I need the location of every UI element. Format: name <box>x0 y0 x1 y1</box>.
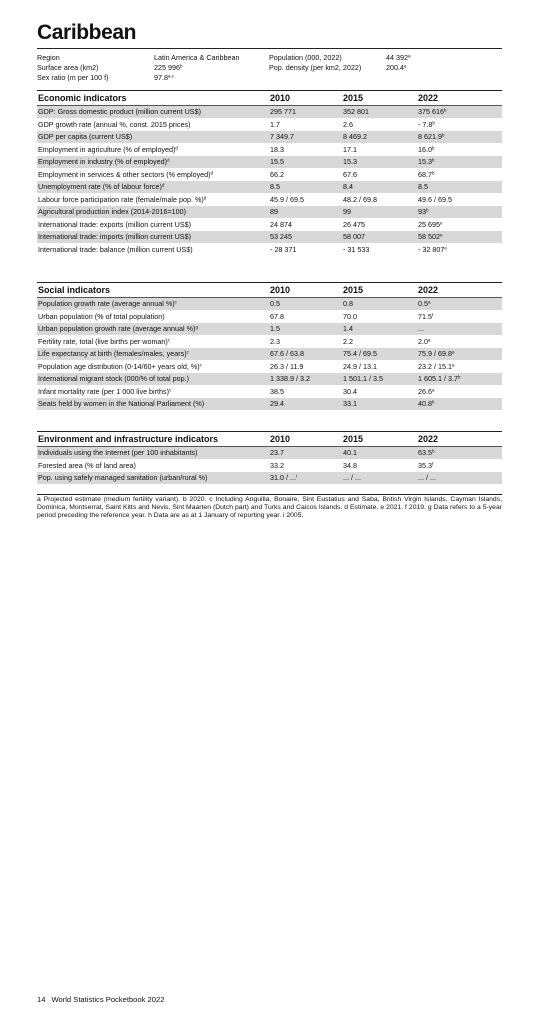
value-col-2 <box>343 219 365 231</box>
indicator-label <box>38 144 178 156</box>
value-col-3-note: a <box>432 387 435 392</box>
table-row <box>37 460 502 473</box>
table-row <box>37 361 502 374</box>
value-col-3-note: a <box>428 337 431 342</box>
value-col-1 <box>270 386 284 398</box>
page-title: Caribbean <box>37 21 137 44</box>
table-row <box>37 244 502 257</box>
value-col-3-note: f <box>432 312 434 317</box>
value-col-1-text: 1.5 <box>270 324 280 333</box>
indicator-label-text: Individuals using the Internet (per 100 inhabitants) <box>38 448 198 457</box>
indicator-label <box>38 244 193 256</box>
density-number: 200.4 <box>386 63 404 72</box>
value-col-3-note: e <box>444 245 447 250</box>
indicator-label <box>38 194 206 206</box>
value-col-2-text: 48.2 / 69.8 <box>343 194 377 204</box>
indicator-label-text: Life expectancy at birth (females/males, years) <box>38 349 187 358</box>
section-heading: Social indicators <box>38 285 111 295</box>
value-col-1-text: 66.2 <box>270 169 284 179</box>
surface-value <box>154 63 183 73</box>
table-row <box>37 348 502 361</box>
value-col-3-text: 23.2 / 15.1 <box>418 361 452 371</box>
value-col-2-text: 75.4 / 69.5 <box>343 349 377 358</box>
value-col-1 <box>270 311 284 323</box>
header-info <box>37 53 502 83</box>
value-col-3 <box>418 169 435 181</box>
value-col-2-text: 34.8 <box>343 460 357 470</box>
page-number: 14 <box>37 995 46 1004</box>
value-col-2 <box>343 144 357 156</box>
year-header: 2015 <box>343 285 364 295</box>
indicator-label <box>38 348 189 360</box>
value-col-2-text: ... / ... <box>343 473 361 482</box>
year-header: 2015 <box>343 434 364 444</box>
value-col-1-text: 23.7 <box>270 448 284 457</box>
indicator-label-note: d <box>210 170 214 175</box>
indicator-label-text: Seats held by women in the National Parliament (%) <box>38 399 205 408</box>
value-col-1-text: 18.3 <box>270 144 284 154</box>
value-col-2 <box>343 336 353 348</box>
value-col-2-text: 17.1 <box>343 144 357 154</box>
value-col-3-note: a <box>428 299 431 305</box>
value-col-2-text: 40.1 <box>343 448 357 457</box>
table-row <box>37 131 502 144</box>
value-col-3 <box>418 386 435 398</box>
indicator-label <box>38 298 177 310</box>
value-col-1-text: 38.5 <box>270 386 284 396</box>
table-row <box>37 311 502 324</box>
value-col-3-text: 0.5 <box>418 299 428 308</box>
value-col-2 <box>343 119 353 131</box>
population-note: a <box>407 53 411 59</box>
header-row <box>37 73 502 83</box>
value-col-3-text: 375 616 <box>418 107 444 116</box>
indicator-label <box>38 219 191 231</box>
value-col-1 <box>270 181 280 193</box>
table-row <box>37 373 502 386</box>
indicator-label-note: d <box>175 145 178 150</box>
value-col-3-text: 8 621.9 <box>418 132 442 141</box>
value-col-3-text: 58 502 <box>418 232 440 241</box>
indicator-label-note: g <box>195 324 198 330</box>
value-col-2 <box>343 386 357 398</box>
value-col-2-text: 67.6 <box>343 169 357 179</box>
indicator-label-text: Urban population (% of total population) <box>38 311 165 321</box>
region-value: Latin America & Caribbean <box>154 53 240 62</box>
table-row <box>37 219 502 232</box>
year-header: 2022 <box>418 285 439 295</box>
population-number: 44 392 <box>386 53 408 62</box>
indicator-label <box>38 336 170 348</box>
value-col-3 <box>418 194 452 206</box>
indicator-label <box>38 447 197 459</box>
section-heading-row <box>37 90 502 106</box>
value-col-1-text: 1 338.9 / 3.2 <box>270 374 310 383</box>
value-col-2-text: 15.3 <box>343 157 357 166</box>
value-col-3-note: b <box>457 374 461 380</box>
sexratio-label: Sex ratio (m per 100 f) <box>37 73 109 82</box>
table-row <box>37 231 502 244</box>
indicator-label-text: GDP per capita (current US$) <box>38 132 133 141</box>
table-row <box>37 298 502 311</box>
value-col-3-note: b <box>432 145 435 150</box>
value-col-3-text: 75.9 / 69.8 <box>418 349 452 358</box>
value-col-2 <box>343 169 357 181</box>
indicator-label-text: Employment in services & other sectors (% employed) <box>38 169 211 179</box>
value-col-3-text: 35.3 <box>418 460 432 470</box>
sexratio-number: 97.8 <box>154 73 168 82</box>
value-col-3-text: 26.6 <box>418 386 432 396</box>
value-col-2-text: 1.4 <box>343 324 353 333</box>
indicator-label-text: GDP growth rate (annual %, const. 2015 prices) <box>38 119 191 129</box>
indicator-label <box>38 181 164 193</box>
indicator-label-note: c <box>186 349 189 355</box>
value-col-1-text: 0.5 <box>270 299 280 308</box>
table-row <box>37 386 502 399</box>
indicator-label-text: International migrant stock (000/% of total pop.) <box>38 374 190 383</box>
value-col-2-text: 2.2 <box>343 336 353 346</box>
indicator-label-note: c <box>174 299 177 305</box>
value-col-3-note: e <box>439 232 443 238</box>
value-col-2-text: 1 501.1 / 3.5 <box>343 374 383 383</box>
value-col-2 <box>343 181 353 193</box>
value-col-3-text: - 7.8 <box>418 119 433 129</box>
value-col-3-note: a <box>451 362 455 367</box>
value-col-1 <box>270 219 292 231</box>
value-col-1-text: 26.3 / 11.9 <box>270 361 304 371</box>
value-col-1-text: 2.3 <box>270 336 280 346</box>
value-col-3 <box>418 231 443 243</box>
table-row <box>37 323 502 336</box>
value-col-2 <box>343 373 383 385</box>
value-col-2-text: 99 <box>343 207 351 216</box>
value-col-1-text: 7 349.7 <box>270 132 294 141</box>
indicator-label <box>38 169 213 181</box>
table-row <box>37 106 502 119</box>
value-col-3 <box>418 323 424 335</box>
value-col-2-text: 8 469.2 <box>343 132 367 141</box>
value-col-2 <box>343 206 351 218</box>
value-col-2 <box>343 323 353 335</box>
sexratio-note: a,c <box>168 73 175 79</box>
value-col-1-text: 295 771 <box>270 107 296 116</box>
value-col-3-text: 2.0 <box>418 336 428 346</box>
value-col-2 <box>343 472 361 484</box>
value-col-1 <box>270 169 284 181</box>
density-value <box>386 63 407 73</box>
indicator-label <box>38 472 207 484</box>
value-col-3-text: ... / ... <box>418 473 436 482</box>
value-col-1 <box>270 373 310 385</box>
value-col-2 <box>343 447 357 459</box>
indicator-label <box>38 311 165 323</box>
value-col-1 <box>270 460 284 472</box>
value-col-3-text: 93 <box>418 207 426 216</box>
value-col-3-note: b <box>432 120 435 125</box>
footnotes: a Projected estimate (medium fertility variant). b 2020. c Including Anguilla, Bonaire, Sint Eustatius and Saba, British Virgin Islands, Cayman Islands, Dominica, Montserrat, Saint Kitts and Nevis, Sint Maarten (Dutch part) and Turks and Caicos Islands. d Estimate. e 2021. f 2019. g Data refers to a 5-year period preceding the reference year. h Data are as at 1 January of reporting year. i 2005. <box>37 496 502 520</box>
value-col-2 <box>343 106 369 118</box>
table-row <box>37 194 502 207</box>
indicator-label <box>38 131 132 143</box>
value-col-3 <box>418 206 429 218</box>
social-section <box>37 282 502 411</box>
indicator-label-text: Fertility rate, total (live births per woman) <box>38 336 168 346</box>
title-rule <box>37 48 502 49</box>
value-col-1-text: 53 245 <box>270 232 292 241</box>
density-note: a <box>404 63 407 69</box>
indicator-label <box>38 231 191 243</box>
value-col-3-note: b <box>426 207 429 213</box>
value-col-1 <box>270 398 284 410</box>
section-heading-row <box>37 282 502 298</box>
section-heading: Economic indicators <box>38 93 127 103</box>
value-col-1 <box>270 472 297 484</box>
indicator-label-note: d <box>167 157 170 163</box>
table-row <box>37 144 502 157</box>
value-col-3 <box>418 373 460 385</box>
table-row <box>37 206 502 219</box>
value-col-3 <box>418 156 435 168</box>
value-col-3-note: b <box>443 107 447 113</box>
environment-section <box>37 431 502 485</box>
value-col-2 <box>343 231 365 243</box>
table-row <box>37 398 502 411</box>
value-col-2 <box>343 131 367 143</box>
value-col-1 <box>270 323 280 335</box>
sexratio-value <box>154 73 174 83</box>
indicator-label-text: Population age distribution (0-14/60+ years old, %) <box>38 361 200 371</box>
value-col-3-text: 8.5 <box>418 182 428 191</box>
section-heading: Environment and infrastructure indicators <box>38 434 219 444</box>
value-col-1 <box>270 156 284 168</box>
surface-number: 225 996 <box>154 63 180 72</box>
value-col-1 <box>270 361 303 373</box>
header-row <box>37 63 502 73</box>
value-col-3 <box>418 181 428 193</box>
value-col-1 <box>270 336 280 348</box>
value-col-3 <box>418 460 433 472</box>
value-col-1 <box>270 119 280 131</box>
indicator-label <box>38 460 136 472</box>
value-col-3 <box>418 311 433 323</box>
value-col-1 <box>270 194 304 206</box>
indicator-label-text: Population growth rate (average annual %) <box>38 299 175 308</box>
indicator-label <box>38 373 189 385</box>
header-row <box>37 53 502 63</box>
value-col-3 <box>418 348 454 360</box>
value-col-1 <box>270 348 304 360</box>
indicator-label <box>38 119 190 131</box>
value-col-2-text: 26 475 <box>343 219 365 229</box>
value-col-3-text: - 32 807 <box>418 244 445 254</box>
indicator-label-text: International trade: exports (million current US$) <box>38 219 192 229</box>
value-col-2 <box>343 348 377 360</box>
value-col-2-text: 30.4 <box>343 386 357 396</box>
value-col-3-note: b <box>432 157 435 163</box>
value-col-1 <box>270 106 296 118</box>
year-header: 2010 <box>270 93 291 103</box>
value-col-2-text: 58 007 <box>343 232 365 241</box>
indicator-label-text: International trade: balance (million current US$) <box>38 244 193 254</box>
indicator-label-text: Urban population growth rate (average annual %) <box>38 324 196 333</box>
value-col-1-text: 15.5 <box>270 157 284 166</box>
value-col-3-text: 16.0 <box>418 144 432 154</box>
value-col-3 <box>418 298 431 310</box>
value-col-1-text: 31.0 / ... <box>270 473 296 482</box>
table-row <box>37 181 502 194</box>
population-label: Population (000, 2022) <box>269 53 342 62</box>
value-col-1-text: 89 <box>270 207 278 216</box>
value-col-2 <box>343 298 353 310</box>
indicator-label <box>38 106 201 118</box>
value-col-1-text: 33.2 <box>270 460 284 470</box>
value-col-3 <box>418 336 431 348</box>
value-col-3-text: 63.5 <box>418 448 432 457</box>
value-col-1 <box>270 298 280 310</box>
indicator-label <box>38 156 170 168</box>
table-row <box>37 169 502 182</box>
indicator-label <box>38 323 198 335</box>
value-col-1 <box>270 244 296 256</box>
indicator-label-note: c <box>199 362 202 367</box>
indicator-label-text: Agricultural production index (2014-2016=100) <box>38 207 187 216</box>
page-footer <box>37 995 170 1004</box>
value-col-2 <box>343 361 377 373</box>
value-col-1 <box>270 447 284 459</box>
value-col-3-note: b <box>432 170 435 175</box>
indicator-label-note: c <box>169 387 172 392</box>
value-col-2 <box>343 311 357 323</box>
value-col-1-text: 45.9 / 69.5 <box>270 194 304 204</box>
value-col-1 <box>270 206 278 218</box>
value-col-2-text: - 31 533 <box>343 244 370 254</box>
value-col-3 <box>418 472 436 484</box>
value-col-1-text: 1.7 <box>270 119 280 129</box>
table-row <box>37 156 502 169</box>
indicator-label-text: Employment in industry (% of employed) <box>38 157 168 166</box>
indicator-label-text: Pop. using safely managed sanitation (urban/rural %) <box>38 473 208 482</box>
year-header: 2010 <box>270 285 291 295</box>
value-col-1-text: 67.8 <box>270 311 284 321</box>
value-col-1-text: 24 874 <box>270 219 292 229</box>
year-header: 2022 <box>418 434 439 444</box>
value-col-2-text: 24.9 / 13.1 <box>343 361 377 371</box>
table-row <box>37 472 502 485</box>
surface-note: b <box>179 63 183 69</box>
value-col-1-text: 67.6 / 63.8 <box>270 349 304 358</box>
value-col-3-text: 71.5 <box>418 311 432 321</box>
value-col-3-text: 68.7 <box>418 169 432 179</box>
value-col-3-note: b <box>432 448 435 454</box>
value-col-3 <box>418 447 435 459</box>
indicator-label-text: International trade: imports (million current US$) <box>38 232 191 241</box>
indicator-label <box>38 386 171 398</box>
indicator-label-note: c <box>167 337 171 342</box>
table-row <box>37 119 502 132</box>
value-col-3 <box>418 398 435 410</box>
indicator-label-note: d <box>161 182 165 188</box>
value-col-2-text: 8.4 <box>343 182 353 191</box>
indicator-label-text: Employment in agriculture (% of employed) <box>38 144 176 154</box>
value-col-1 <box>270 144 284 156</box>
value-col-2-text: 70.0 <box>343 311 357 321</box>
value-col-3-note: h <box>432 399 435 405</box>
density-label: Pop. density (per km2, 2022) <box>269 63 362 72</box>
value-col-3-text: 40.8 <box>418 399 432 408</box>
indicator-label <box>38 361 202 373</box>
publication-title: World Statistics Pocketbook 2022 <box>51 995 165 1004</box>
value-col-1 <box>270 231 292 243</box>
value-col-1 <box>270 131 294 143</box>
value-col-3 <box>418 131 445 143</box>
value-col-2 <box>343 194 377 206</box>
section-heading-row <box>37 431 502 447</box>
value-col-2-text: 0.8 <box>343 299 353 308</box>
value-col-3-text: ... <box>418 324 424 333</box>
year-header: 2022 <box>418 93 439 103</box>
value-col-1-text: 29.4 <box>270 399 284 408</box>
value-col-3-text: 49.6 / 69.5 <box>418 194 452 204</box>
value-col-2-text: 2.6 <box>343 119 353 129</box>
table-row <box>37 447 502 460</box>
value-col-2 <box>343 244 369 256</box>
indicator-label-text: Forested area (% of land area) <box>38 460 136 470</box>
value-col-3 <box>418 244 447 256</box>
population-value <box>386 53 411 63</box>
indicator-label-note: d <box>203 195 207 200</box>
value-col-3-note: f <box>432 461 434 466</box>
value-col-3-note: e <box>439 220 443 225</box>
region-label: Region <box>37 53 60 62</box>
value-col-3 <box>418 106 447 118</box>
economic-section <box>37 90 502 256</box>
value-col-3 <box>418 219 443 231</box>
year-header: 2010 <box>270 434 291 444</box>
value-col-1-text: 8.5 <box>270 182 280 191</box>
table-row <box>37 336 502 349</box>
indicator-label-text: Infant mortality rate (per 1 000 live births) <box>38 386 170 396</box>
value-col-3 <box>418 144 435 156</box>
value-col-1-text: - 28 371 <box>270 244 297 254</box>
indicator-label-text: Unemployment rate (% of labour force) <box>38 182 162 191</box>
value-col-3-text: 25 695 <box>418 219 440 229</box>
value-col-2-text: 33.1 <box>343 399 357 408</box>
value-col-3-note: a <box>451 349 455 355</box>
value-col-3-note: b <box>441 132 445 138</box>
value-col-1-note: i <box>295 473 297 479</box>
value-col-2 <box>343 460 357 472</box>
value-col-2-text: 352 801 <box>343 107 369 116</box>
indicator-label-text: Labour force participation rate (female/male pop. %) <box>38 194 204 204</box>
surface-label: Surface area (km2) <box>37 63 99 72</box>
indicator-label-text: GDP: Gross domestic product (million current US$) <box>38 107 201 116</box>
value-col-2 <box>343 156 357 168</box>
indicator-label <box>38 398 204 410</box>
value-col-3 <box>418 361 454 373</box>
year-header: 2015 <box>343 93 364 103</box>
value-col-3-text: 15.3 <box>418 157 432 166</box>
indicator-label <box>38 206 186 218</box>
value-col-2 <box>343 398 357 410</box>
value-col-3-text: 1 605.1 / 3.7 <box>418 374 458 383</box>
value-col-3 <box>418 119 435 131</box>
